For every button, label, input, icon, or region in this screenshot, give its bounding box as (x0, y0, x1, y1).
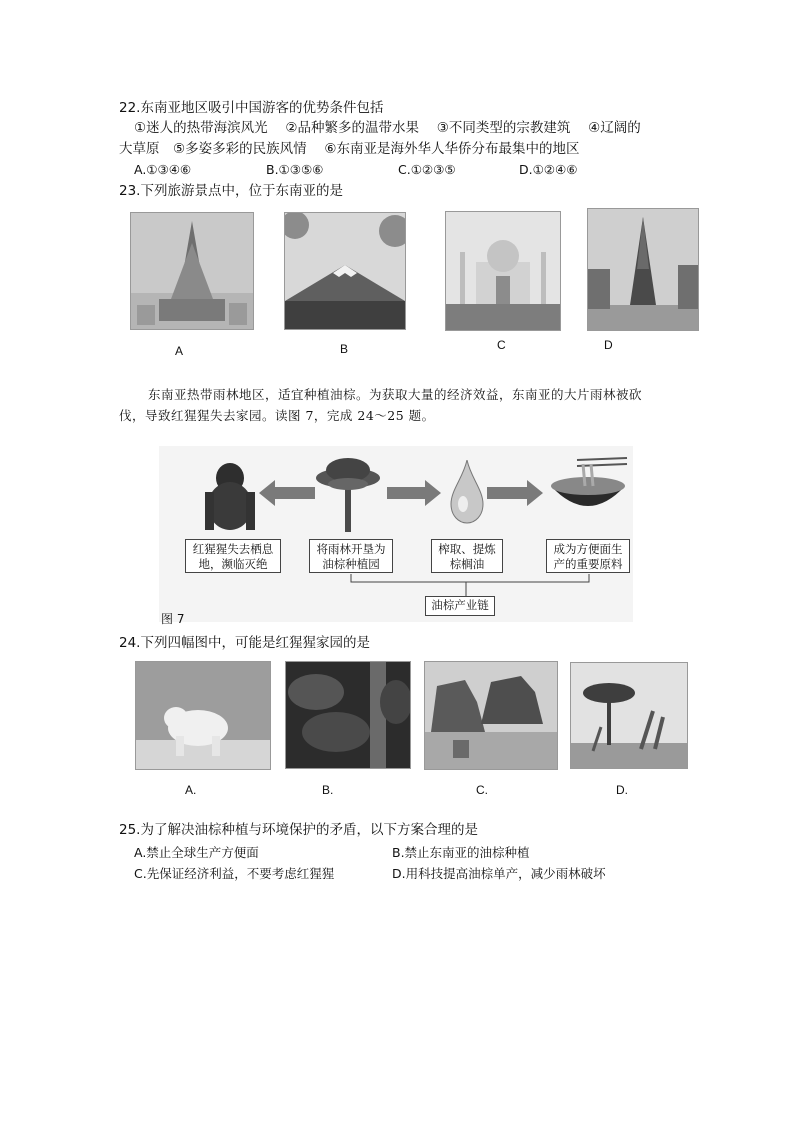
mount-fuji-photo (284, 212, 406, 330)
q23-label-c: C (497, 338, 506, 352)
eiffel-tower-photo (587, 208, 699, 331)
q24-stem: 24.下列四幅图中，可能是红猩猩家园的是 (119, 635, 370, 651)
flow-box-palm-oil: 榨取、提炼棕榈油 (431, 539, 503, 573)
q22-stem: 22.东南亚地区吸引中国游客的优势条件包括 (119, 100, 384, 116)
q22-option-b: B.①③⑤⑥ (266, 162, 324, 177)
figure-7 (159, 446, 633, 626)
q22-items-line2: 大草原 ⑤多姿多彩的民族风情 ⑥东南亚是海外华人华侨分布最集中的地区 (119, 141, 580, 157)
taj-mahal-photo (445, 211, 561, 331)
chain-bracket (159, 446, 633, 622)
rainforest-photo (285, 661, 411, 769)
q25-option-c: C.先保证经济利益，不要考虑红猩猩 (134, 866, 335, 881)
pagoda-photo (130, 212, 254, 330)
q25-option-a: A.禁止全球生产方便面 (134, 845, 259, 860)
savanna-giraffes-photo (570, 662, 688, 769)
chain-label: 油棕产业链 (425, 596, 495, 616)
flow-box-plantation: 将雨林开垦为油棕种植园 (309, 539, 393, 573)
flow-box-noodles: 成为方便面生产的重要原料 (546, 539, 630, 573)
q24-label-d: D. (616, 783, 628, 797)
polar-bear-photo (135, 661, 271, 770)
q23-stem: 23.下列旅游景点中，位于东南亚的是 (119, 183, 343, 199)
q22-option-a: A.①③④⑥ (134, 162, 192, 177)
desert-rocks-photo (424, 661, 558, 770)
q25-option-b: B.禁止东南亚的油棕种植 (392, 845, 530, 860)
q23-label-d: D (604, 338, 613, 352)
q24-label-a: A. (185, 783, 197, 797)
q24-label-c: C. (476, 783, 488, 797)
q25-stem: 25.为了解决油棕种植与环境保护的矛盾，以下方案合理的是 (119, 822, 478, 838)
q22-option-d: D.①②④⑥ (519, 162, 578, 177)
figure-caption: 图 7 (161, 612, 185, 626)
q22-option-c: C.①②③⑤ (398, 162, 456, 177)
q23-label-b: B (340, 342, 349, 356)
q22-items-line1: ①迷人的热带海滨风光 ②品种繁多的温带水果 ③不同类型的宗教建筑 ④辽阔的 (134, 120, 641, 136)
passage-line1: 东南亚热带雨林地区，适宜种植油棕。为获取大量的经济效益，东南亚的大片雨林被砍 (148, 387, 643, 402)
flow-box-orangutan: 红猩猩失去栖息地，濒临灭绝 (185, 539, 281, 573)
q24-label-b: B. (322, 783, 334, 797)
q25-option-d: D.用科技提高油棕单产，减少雨林破坏 (392, 866, 606, 881)
passage-line2: 伐，导致红猩猩失去家园。读图 7，完成 24～25 题。 (119, 408, 435, 423)
q23-label-a: A (175, 344, 184, 358)
